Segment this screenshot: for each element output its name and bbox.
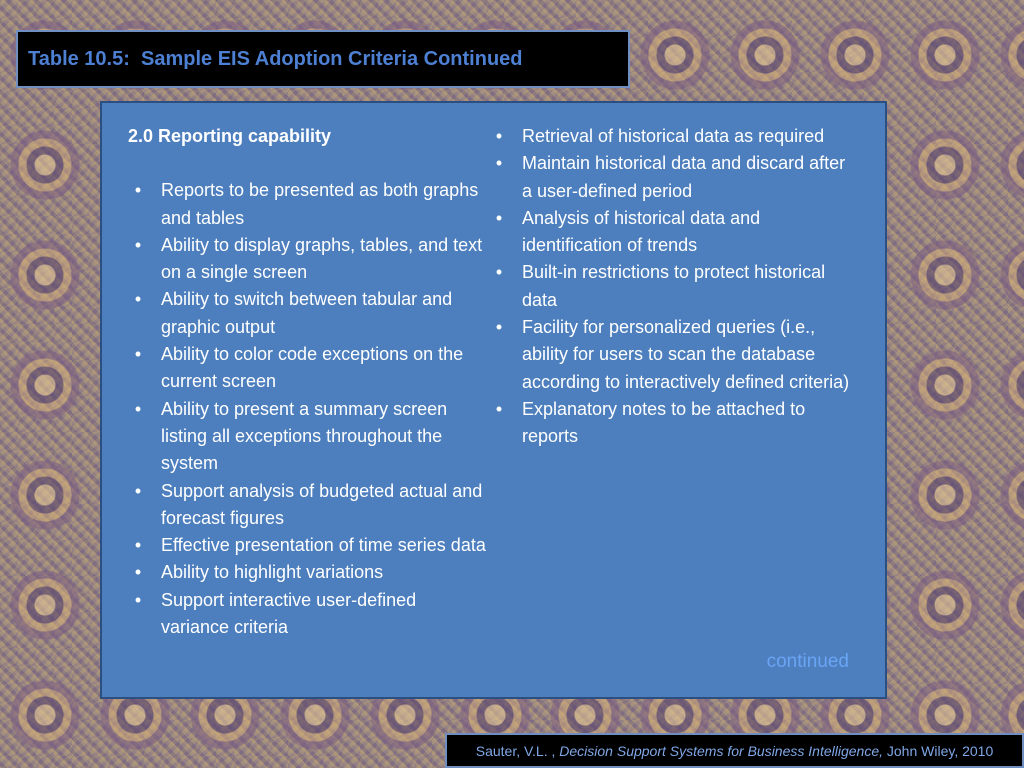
continued-label: continued (766, 651, 849, 672)
citation-book-title: Decision Support Systems for Business Intelligence, (559, 742, 883, 759)
bullet-icon: • (134, 289, 142, 310)
content-panel (100, 101, 887, 699)
bullet-icon: • (495, 153, 503, 174)
bullet-icon: • (134, 589, 142, 610)
list-item (128, 478, 488, 533)
list-item (489, 259, 859, 314)
bullet-icon: • (495, 317, 503, 338)
bullet-icon: • (134, 344, 142, 365)
list-item (128, 177, 488, 232)
list-item-text: Reports to be presented as both graphs and tables (161, 180, 479, 228)
list-item-text: Explanatory notes to be attached to reports (522, 398, 806, 447)
right-bullet-list (489, 123, 859, 451)
slide-title: Table 10.5: Sample EIS Adoption Criteria Continued (28, 47, 523, 70)
list-item (489, 396, 859, 451)
list-item-text: Analysis of historical data and identification of trends (522, 207, 761, 256)
bullet-icon: • (134, 234, 142, 255)
list-item-text: Support interactive user-defined variance criteria (161, 589, 417, 638)
citation-publisher: John Wiley, 2010 (886, 742, 994, 759)
bullet-icon: • (495, 262, 503, 283)
list-item-text: Ability to switch between tabular and graphic output (161, 289, 453, 337)
list-item (128, 587, 488, 642)
list-item-text: Ability to display graphs, tables, and text on a single screen (161, 234, 483, 283)
list-item (128, 341, 488, 396)
right-column (489, 123, 859, 451)
bullet-icon: • (134, 535, 142, 556)
list-item (128, 559, 488, 586)
list-item-text: Effective presentation of time series data (161, 535, 486, 556)
list-item-text: Support analysis of budgeted actual and forecast figures (161, 480, 483, 528)
list-item (128, 286, 488, 341)
bullet-icon: • (134, 398, 142, 419)
list-item-text: Ability to highlight variations (161, 562, 384, 583)
list-item-text: Ability to present a summary screen listing all exceptions throughout the system (161, 398, 448, 474)
citation-author: Sauter, V.L. , (475, 742, 556, 759)
list-item (489, 150, 859, 205)
list-item (489, 205, 859, 260)
list-item (128, 396, 488, 478)
left-column (128, 123, 488, 641)
section-heading: 2.0 Reporting capability (128, 126, 332, 146)
list-item-text: Built-in restrictions to protect historical data (522, 262, 826, 310)
list-item (128, 532, 488, 559)
list-item-text: Retrieval of historical data as required (522, 126, 825, 146)
list-item-text: Facility for personalized queries (i.e., ability for users to scan the database according to interactively defined criteria) (522, 317, 850, 392)
bullet-icon: • (495, 126, 503, 146)
title-bar (16, 30, 630, 88)
list-item (489, 123, 859, 150)
bullet-icon: • (134, 180, 142, 201)
bullet-icon: • (495, 207, 503, 228)
left-bullet-list (128, 177, 488, 641)
citation-bar (445, 733, 1024, 768)
list-item (489, 314, 859, 396)
bullet-icon: • (134, 562, 142, 583)
list-item (128, 232, 488, 287)
list-item-text: Ability to color code exceptions on the current screen (161, 344, 464, 392)
bullet-icon: • (495, 398, 503, 419)
list-item-text: Maintain historical data and discard after a user-defined period (522, 153, 846, 201)
bullet-icon: • (134, 480, 142, 501)
